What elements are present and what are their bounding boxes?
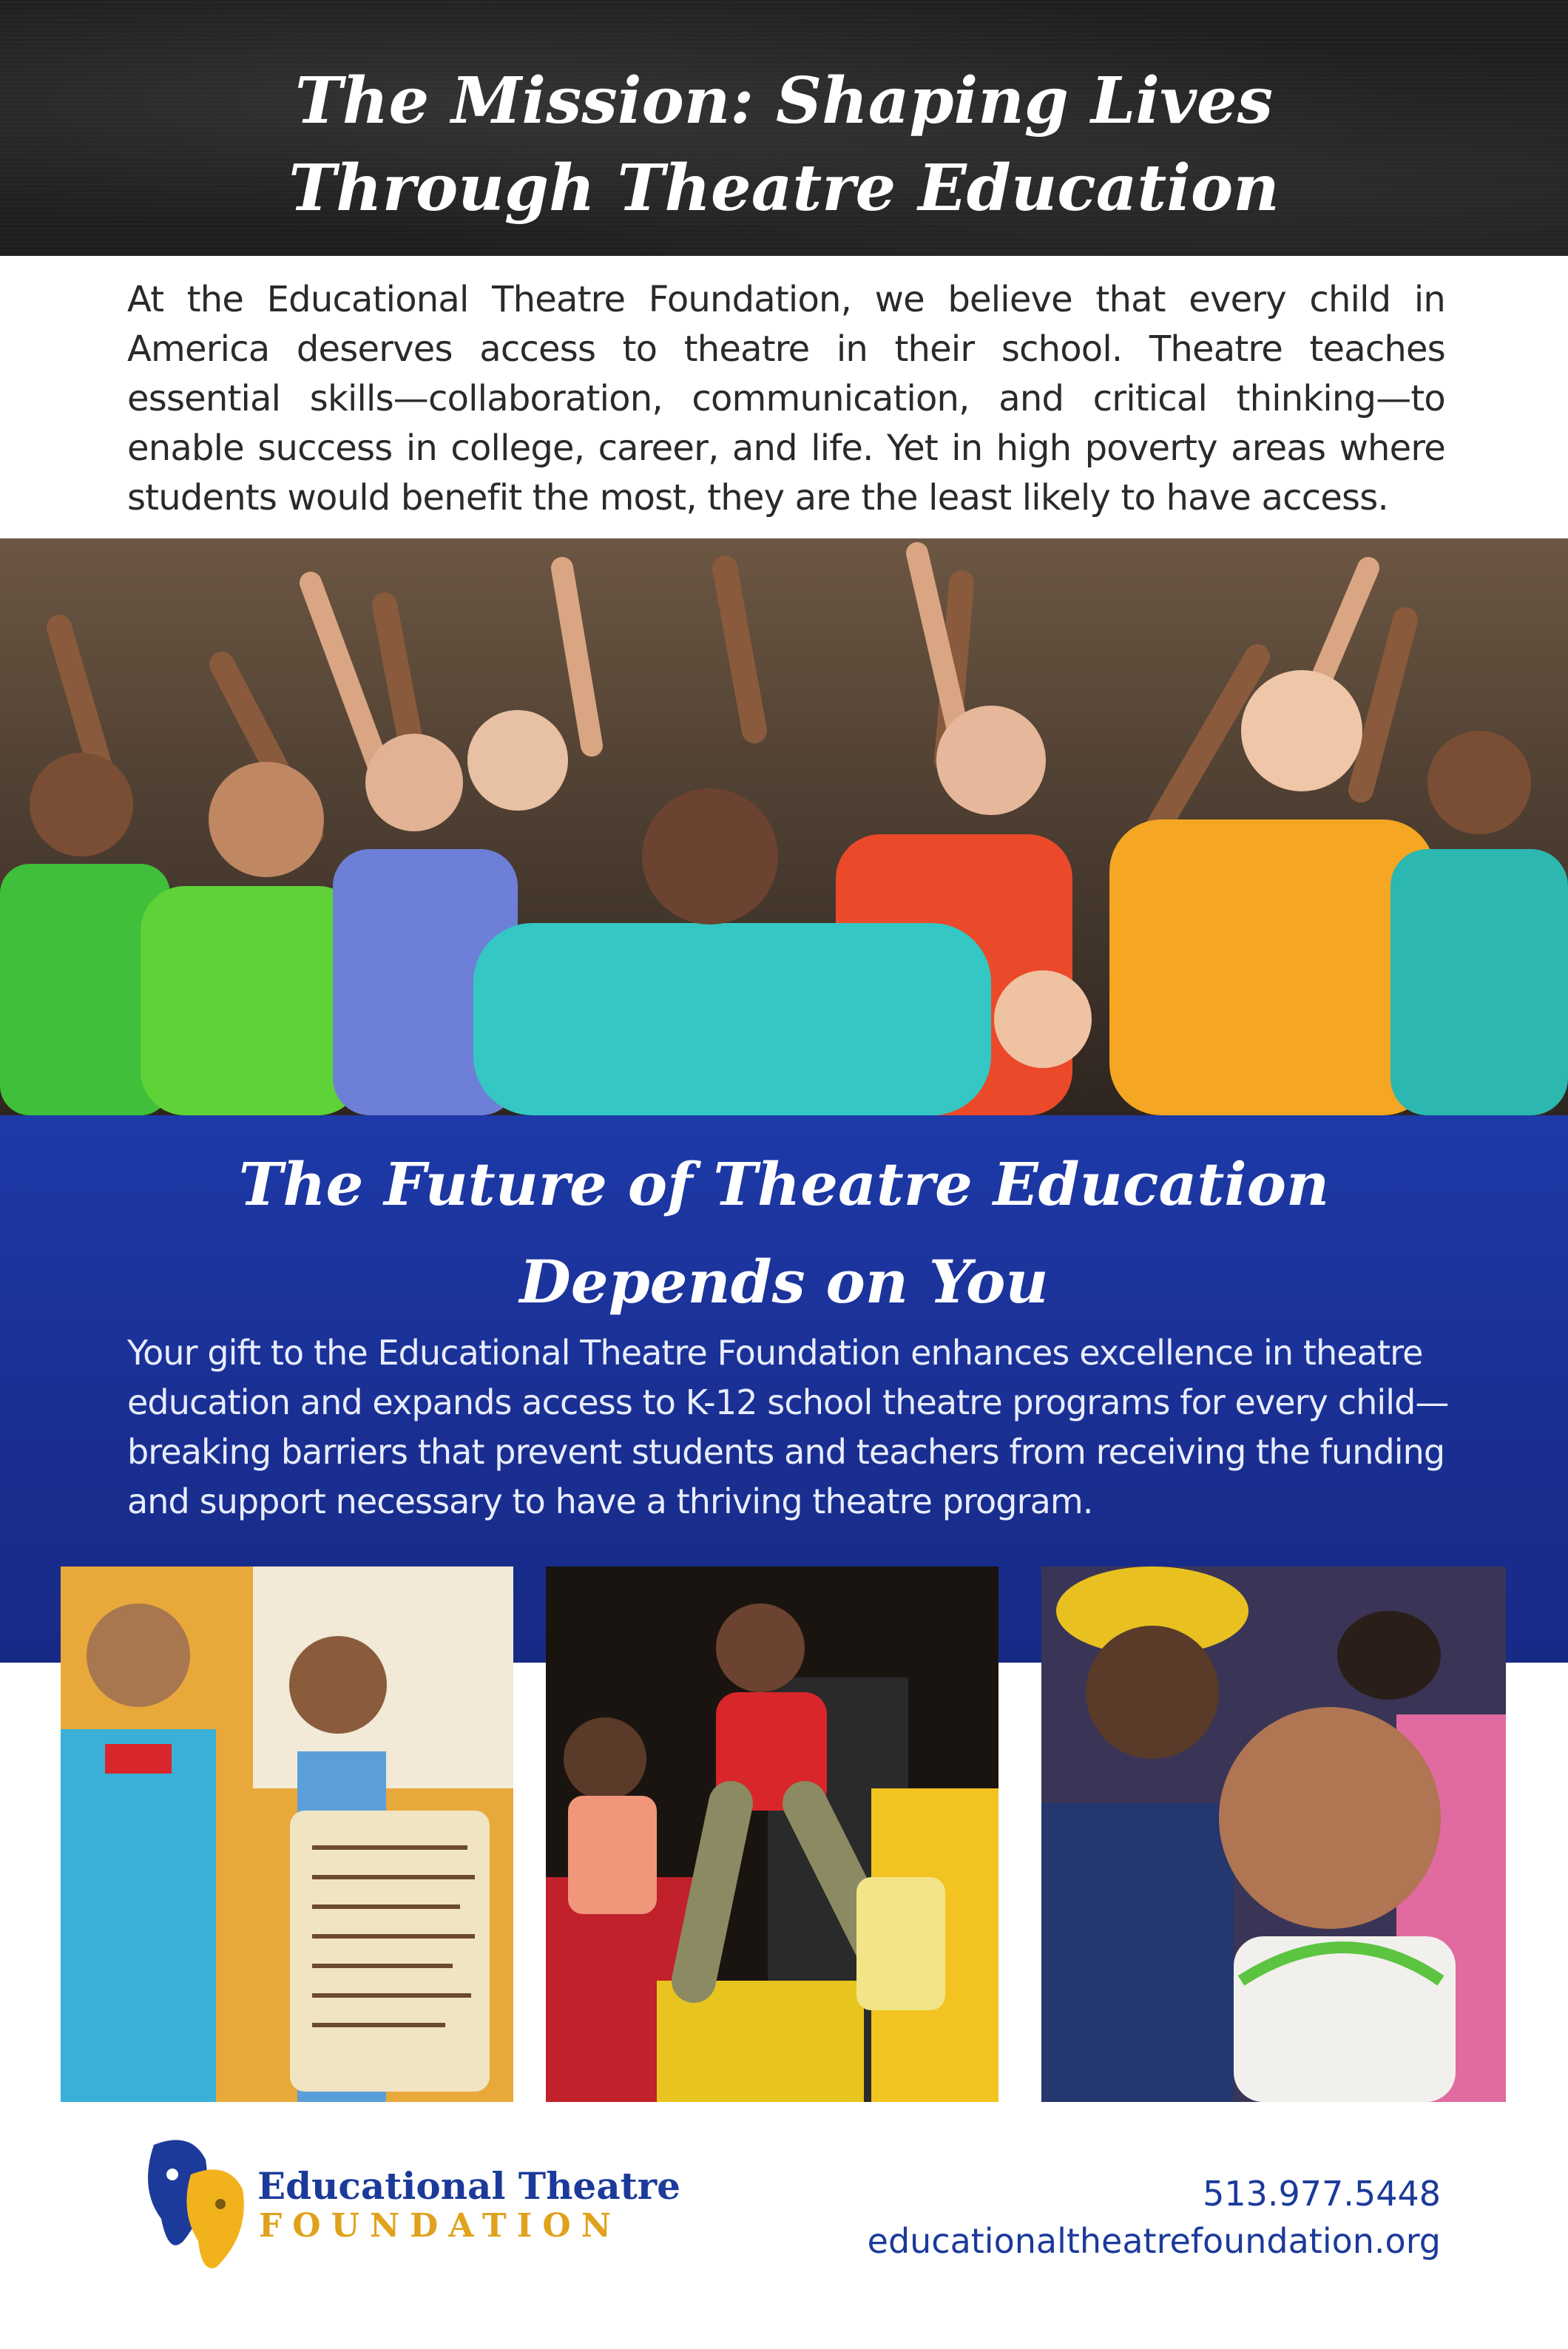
photo-student-jumping xyxy=(546,1566,998,2102)
logo-name: Educational Theatre xyxy=(257,2164,680,2208)
photo-students-preamble xyxy=(61,1566,513,2102)
logo-subtitle: FOUNDATION xyxy=(259,2207,621,2245)
hero-photo-illustration xyxy=(0,538,1568,1115)
page-title-line-2: Through Theatre Education xyxy=(288,151,1280,226)
intro-paragraph: At the Educational Theatre Foundation, we believe that every child in America deserves access to theatre in their school. Theatre teaches essential skills—collaboration, communication, and critical thinking—to enable success in college, career, and life. Yet in high poverty areas where students would benefit the most, they are the least likely to have access. xyxy=(127,279,1445,518)
cta-title xyxy=(0,1135,1568,1331)
page-title xyxy=(0,58,1568,232)
theatre-masks-icon xyxy=(132,2130,257,2278)
photo-students-singing xyxy=(1041,1566,1506,2102)
foundation-logo xyxy=(132,2130,679,2278)
cta-paragraph: Your gift to the Educational Theatre Foundation enhances excellence in theatre education and expands access to K-12 school theatre programs for every child—breaking barriers that prevent students and teachers from receiving the funding and support necessary to have a thriving theatre program. xyxy=(127,1333,1449,1521)
cta-title-line-1: The Future of Theatre Education xyxy=(238,1149,1330,1219)
photo-students-singing-illustration xyxy=(1041,1566,1506,2102)
contact-info xyxy=(868,2170,1441,2265)
cta-title-line-2: Depends on You xyxy=(519,1247,1049,1317)
hero-photo xyxy=(0,538,1568,1115)
phone-number[interactable]: 513.977.5448 xyxy=(1203,2174,1441,2214)
photo-students-preamble-illustration xyxy=(61,1566,513,2102)
page-title-line-1: The Mission: Shaping Lives xyxy=(294,64,1274,138)
website-link[interactable]: educationaltheatrefoundation.org xyxy=(867,2221,1441,2261)
photo-student-jumping-illustration xyxy=(546,1566,998,2102)
